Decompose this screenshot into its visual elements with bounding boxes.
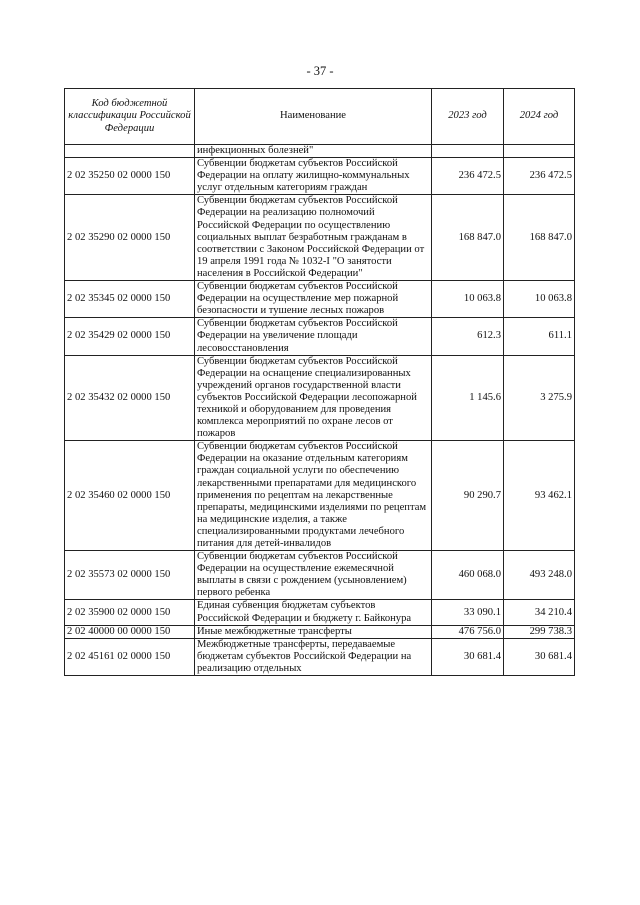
header-year-2024: 2024 год: [504, 89, 575, 145]
table-row: [65, 318, 575, 355]
row-value-2024: [504, 145, 575, 158]
row-code: 2 02 35290 02 0000 150: [65, 195, 195, 281]
table-row: [65, 158, 575, 195]
row-name: Единая субвенция бюджетам субъектов Российской Федерации и бюджету г. Байконура: [195, 600, 432, 625]
header-year-2023: 2023 год: [432, 89, 504, 145]
row-name: Иные межбюджетные трансферты: [195, 625, 432, 638]
row-code: 2 02 35432 02 0000 150: [65, 355, 195, 441]
row-value-2024: 3 275.9: [504, 355, 575, 441]
row-value-2024: 611.1: [504, 318, 575, 355]
row-code: 2 02 35573 02 0000 150: [65, 551, 195, 600]
row-name: инфекционных болезней": [195, 145, 432, 158]
row-name: Субвенции бюджетам субъектов Российской Федерации на оснащение специализированных учреждений органов государственной власти субъектов Российской Федерации лесопожарной техникой и оборудованием для проведения комплекса мероприятий по охране лесов от пожаров: [195, 355, 432, 441]
row-value-2023: 10 063.8: [432, 281, 504, 318]
header-code: Код бюджетной классификации Российской Федерации: [65, 89, 195, 145]
row-value-2023: 90 290.7: [432, 441, 504, 551]
table-row: [65, 355, 575, 441]
row-value-2024: 493 248.0: [504, 551, 575, 600]
row-value-2024: 236 472.5: [504, 158, 575, 195]
page-bottom-margin: [0, 832, 640, 905]
row-value-2024: 30 681.4: [504, 638, 575, 675]
row-value-2024: 93 462.1: [504, 441, 575, 551]
row-value-2023: 30 681.4: [432, 638, 504, 675]
table-row: [65, 441, 575, 551]
table-row: [65, 145, 575, 158]
row-value-2024: 34 210.4: [504, 600, 575, 625]
row-code: 2 02 35345 02 0000 150: [65, 281, 195, 318]
row-name: Субвенции бюджетам субъектов Российской Федерации на оплату жилищно-коммунальных услуг отдельным категориям граждан: [195, 158, 432, 195]
row-value-2024: 10 063.8: [504, 281, 575, 318]
table-row: [65, 638, 575, 675]
row-value-2024: 168 847.0: [504, 195, 575, 281]
row-code: 2 02 40000 00 0000 150: [65, 625, 195, 638]
row-value-2023: 168 847.0: [432, 195, 504, 281]
row-value-2023: 460 068.0: [432, 551, 504, 600]
row-code: 2 02 45161 02 0000 150: [65, 638, 195, 675]
page-number: - 37 -: [306, 64, 334, 78]
row-code: [65, 145, 195, 158]
row-code: 2 02 35460 02 0000 150: [65, 441, 195, 551]
row-value-2023: 33 090.1: [432, 600, 504, 625]
table-row: [65, 195, 575, 281]
row-name: Субвенции бюджетам субъектов Российской Федерации на реализацию полномочий Российской Федерации по осуществлению социальных выплат безработным гражданам в соответствии с Законом Российской Федерации от 19 апреля 1991 года № 1032-I "О занятости населения в Российской Федерации": [195, 195, 432, 281]
row-value-2023: 476 756.0: [432, 625, 504, 638]
table-row: [65, 600, 575, 625]
row-value-2024: 299 738.3: [504, 625, 575, 638]
row-name: Субвенции бюджетам субъектов Российской Федерации на осуществление мер пожарной безопасности и тушение лесных пожаров: [195, 281, 432, 318]
row-code: 2 02 35429 02 0000 150: [65, 318, 195, 355]
row-value-2023: 612.3: [432, 318, 504, 355]
row-value-2023: 236 472.5: [432, 158, 504, 195]
row-name: Субвенции бюджетам субъектов Российской Федерации на осуществление ежемесячной выплаты в связи с рождением (усыновлением) первого ребенка: [195, 551, 432, 600]
row-code: 2 02 35250 02 0000 150: [65, 158, 195, 195]
budget-table: [64, 88, 575, 676]
table-row: [65, 551, 575, 600]
row-name: Субвенции бюджетам субъектов Российской Федерации на увеличение площади лесовосстановления: [195, 318, 432, 355]
row-name: Субвенции бюджетам субъектов Российской Федерации на оказание отдельным категориям граждан социальной услуги по обеспечению лекарственными препаратами для медицинского применения по рецептам на лекарственные препараты, медицинскими изделиями по рецептам на медицинские изделия, а также специализированными продуктами лечебного питания для детей-инвалидов: [195, 441, 432, 551]
row-code: 2 02 35900 02 0000 150: [65, 600, 195, 625]
row-value-2023: [432, 145, 504, 158]
header-name: Наименование: [195, 89, 432, 145]
table-row: [65, 625, 575, 638]
table-header-row: [65, 89, 575, 145]
row-name: Межбюджетные трансферты, передаваемые бюджетам субъектов Российской Федерации на реализацию отдельных: [195, 638, 432, 675]
row-value-2023: 1 145.6: [432, 355, 504, 441]
table-row: [65, 281, 575, 318]
